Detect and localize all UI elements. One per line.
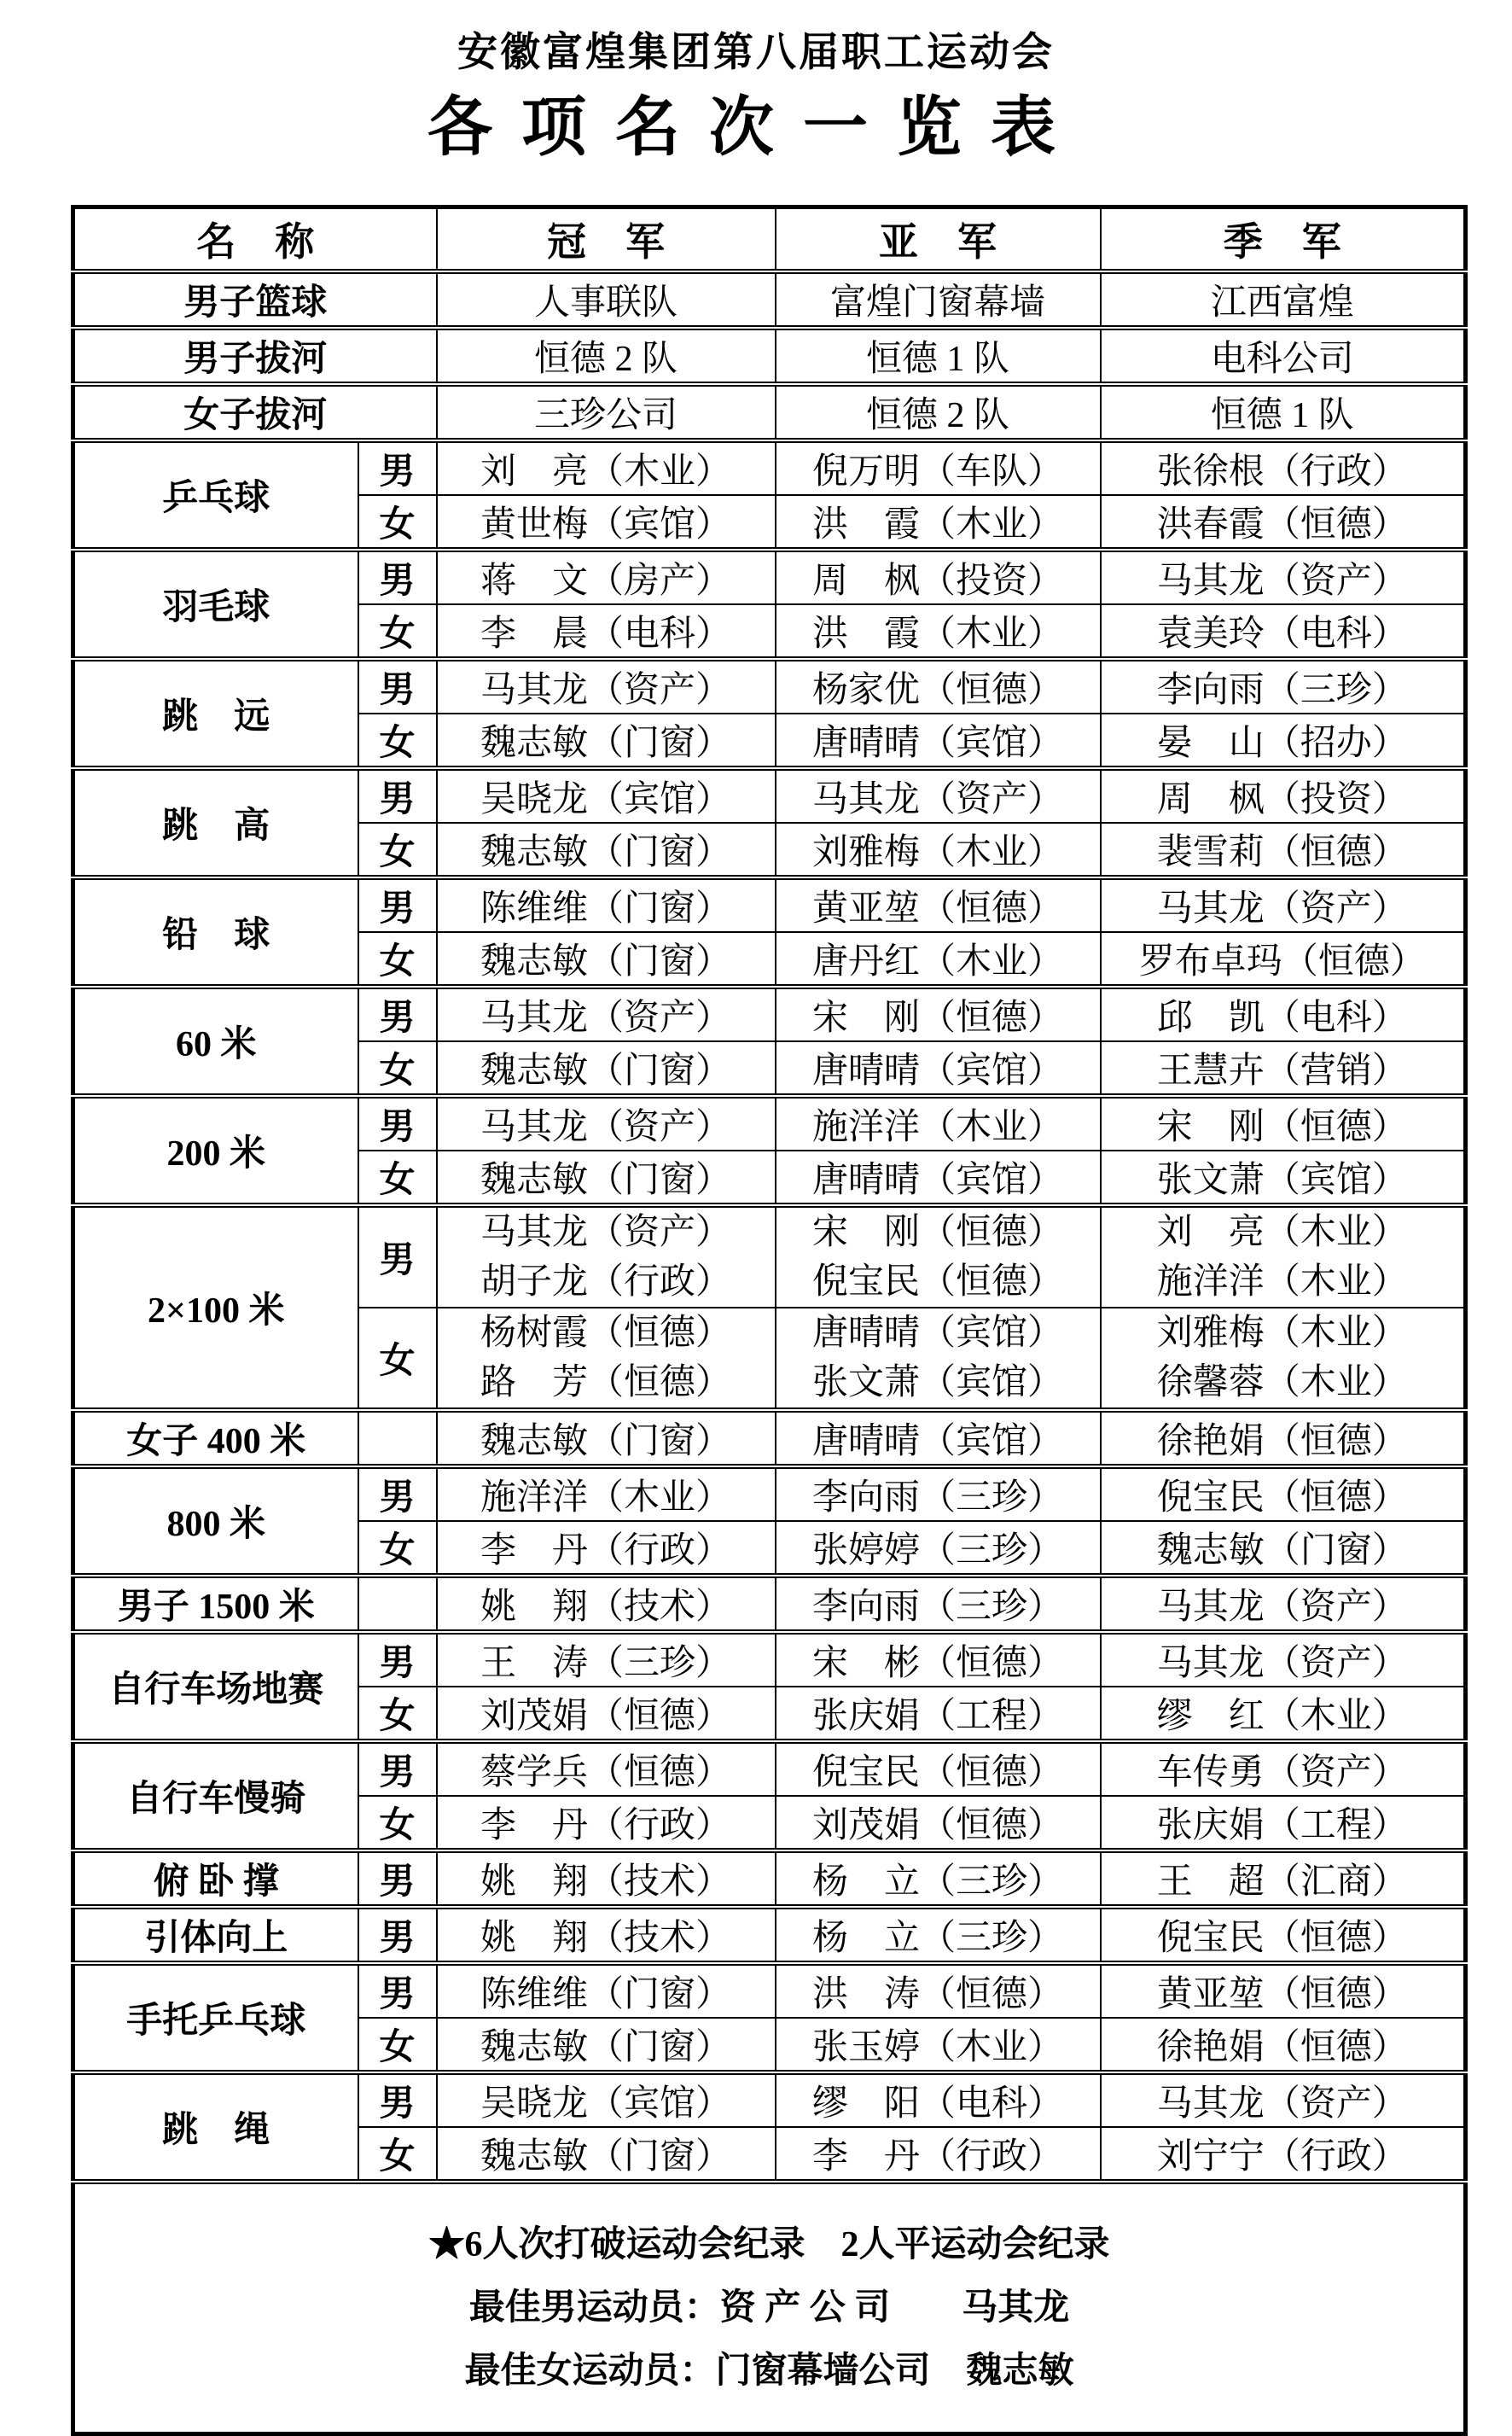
runner-up-cell: 恒德 2 队 [776,384,1101,440]
champion-cell: 李 丹（行政） [437,1521,776,1576]
gender-cell: 男 [358,659,437,714]
champion-cell [437,1205,776,1308]
champion-cell: 魏志敏（门窗） [437,1410,776,1466]
gender-cell: 女 [358,1521,437,1576]
document-title: 安徽富煌集团第八届职工运动会 [457,31,1055,75]
result-line: 胡子龙（行政） [480,1262,731,1302]
gender-cell: 女 [358,1308,437,1410]
third-place-cell: 袁美玲（电科） [1101,604,1466,659]
runner-up-cell: 倪宝民（恒德） [776,1741,1101,1796]
gender-cell: 女 [358,1796,437,1850]
runner-up-cell: 唐晴晴（宾馆） [776,1410,1101,1466]
third-place-cell: 马其龙（资产） [1101,2072,1466,2127]
champion-cell: 李 晨（电科） [437,604,776,659]
runner-up-cell: 唐晴晴（宾馆） [776,1041,1101,1096]
runner-up-cell: 缪 阳（电科） [776,2072,1101,2127]
champion-cell [437,1308,776,1410]
champion-cell: 恒德 2 队 [437,328,776,384]
event-name-cell: 800 米 [73,1466,358,1576]
table-row [73,1096,1466,1151]
gender-cell: 女 [358,714,437,768]
runner-up-cell: 洪 霞（木业） [776,604,1101,659]
gender-cell: 男 [358,1205,437,1308]
gender-cell: 女 [358,2127,437,2182]
table-row [73,877,1466,932]
table-row [73,1205,1466,1308]
runner-up-cell: 李 丹（行政） [776,2127,1101,2182]
third-place-cell: 倪宝民（恒德） [1101,1466,1466,1521]
gender-cell-empty [358,1410,437,1466]
results-table-body [73,271,1466,2182]
table-row [73,1907,1466,1963]
champion-cell: 蒋 文（房产） [437,550,776,604]
event-name-cell: 跳 远 [73,659,358,768]
event-name-cell: 男子 1500 米 [73,1576,358,1632]
result-line: 马其龙（资产） [480,1212,731,1252]
gender-cell: 男 [358,877,437,932]
champion-cell: 吴晓龙（宾馆） [437,2072,776,2127]
result-line: 施洋洋（木业） [1156,1262,1408,1302]
gender-cell: 男 [358,550,437,604]
table-row [73,768,1466,823]
table-row [73,659,1466,714]
result-line: 倪宝民（恒德） [811,1262,1063,1302]
runner-up-cell: 唐丹红（木业） [776,932,1101,987]
table-row [73,1963,1466,2018]
third-place-cell: 张文萧（宾馆） [1101,1151,1466,1205]
runner-up-cell: 杨 立（三珍） [776,1907,1101,1963]
event-name-cell: 乒乓球 [73,440,358,550]
champion-cell: 人事联队 [437,271,776,328]
gender-cell: 男 [358,1907,437,1963]
third-place-cell: 徐艳娟（恒德） [1101,1410,1466,1466]
third-place-cell: 马其龙（资产） [1101,1576,1466,1632]
runner-up-cell: 张婷婷（三珍） [776,1521,1101,1576]
third-place-cell [1101,1205,1466,1308]
third-place-cell: 江西富煌 [1101,271,1466,328]
runner-up-cell: 周 枫（投资） [776,550,1101,604]
gender-cell: 男 [358,768,437,823]
table-header-row [73,207,1466,271]
event-name-cell: 引体向上 [73,1907,358,1963]
third-place-cell: 周 枫（投资） [1101,768,1466,823]
gender-cell: 男 [358,1466,437,1521]
gender-cell: 女 [358,604,437,659]
third-place-cell: 罗布卓玛（恒德） [1101,932,1466,987]
runner-up-cell: 倪万明（车队） [776,440,1101,495]
result-line: 宋 刚（恒德） [811,1212,1063,1252]
gender-cell: 女 [358,1687,437,1741]
table-row [73,1466,1466,1521]
runner-up-cell: 杨 立（三珍） [776,1850,1101,1907]
gender-cell: 女 [358,2018,437,2072]
event-name-cell: 俯 卧 撑 [73,1850,358,1907]
champion-cell: 施洋洋（木业） [437,1466,776,1521]
third-place-cell: 马其龙（资产） [1101,877,1466,932]
gender-cell: 女 [358,495,437,550]
third-place-cell: 马其龙（资产） [1101,1632,1466,1687]
footer-row [73,2182,1466,2434]
table-row [73,550,1466,604]
result-line: 刘 亮（木业） [1156,1212,1408,1252]
third-place-cell: 李向雨（三珍） [1101,659,1466,714]
third-place-cell: 张徐根（行政） [1101,440,1466,495]
event-name-cell: 男子拔河 [73,328,437,384]
third-place-cell: 电科公司 [1101,328,1466,384]
third-place-cell: 魏志敏（门窗） [1101,1521,1466,1576]
footer-note-records: ★6人次打破运动会纪录 2人平运动会纪录 [428,2224,1110,2264]
event-name-cell: 跳 高 [73,768,358,877]
gender-cell: 男 [358,1850,437,1907]
champion-cell: 吴晓龙（宾馆） [437,768,776,823]
champion-cell: 陈维维（门窗） [437,1963,776,2018]
champion-cell: 王 涛（三珍） [437,1632,776,1687]
third-place-cell: 宋 刚（恒德） [1101,1096,1466,1151]
runner-up-cell: 洪 霞（木业） [776,495,1101,550]
third-place-cell: 晏 山（招办） [1101,714,1466,768]
runner-up-cell: 马其龙（资产） [776,768,1101,823]
table-row [73,328,1466,384]
runner-up-cell: 刘茂娟（恒德） [776,1796,1101,1850]
table-row [73,1850,1466,1907]
champion-cell: 姚 翔（技术） [437,1907,776,1963]
third-place-cell: 裴雪莉（恒德） [1101,823,1466,877]
third-place-cell: 洪春霞（恒德） [1101,495,1466,550]
third-place-cell: 刘宁宁（行政） [1101,2127,1466,2182]
gender-cell: 男 [358,987,437,1041]
gender-cell: 女 [358,1041,437,1096]
result-line: 徐馨蓉（木业） [1156,1362,1408,1402]
champion-cell: 马其龙（资产） [437,659,776,714]
third-place-cell: 王 超（汇商） [1101,1850,1466,1907]
document-subtitle: 各项名次一览表 [427,91,1085,164]
gender-cell: 男 [358,440,437,495]
header-runner-up-cell: 亚 军 [776,207,1101,271]
runner-up-cell: 张庆娟（工程） [776,1687,1101,1741]
third-place-cell: 邱 凯（电科） [1101,987,1466,1041]
table-row [73,384,1466,440]
champion-cell: 魏志敏（门窗） [437,714,776,768]
footer-cell [73,2182,1466,2434]
champion-cell: 魏志敏（门窗） [437,1041,776,1096]
third-place-cell: 车传勇（资产） [1101,1741,1466,1796]
runner-up-cell: 宋 彬（恒德） [776,1632,1101,1687]
third-place-cell: 徐艳娟（恒德） [1101,2018,1466,2072]
runner-up-cell: 李向雨（三珍） [776,1576,1101,1632]
event-name-cell: 手托乒乓球 [73,1963,358,2072]
third-place-cell [1101,1308,1466,1410]
runner-up-cell: 杨家优（恒德） [776,659,1101,714]
champion-cell: 刘 亮（木业） [437,440,776,495]
gender-cell: 男 [358,1632,437,1687]
champion-cell: 马其龙（资产） [437,1096,776,1151]
event-name-cell: 跳 绳 [73,2072,358,2182]
table-row [73,987,1466,1041]
third-place-cell: 张庆娟（工程） [1101,1796,1466,1850]
third-place-cell: 倪宝民（恒德） [1101,1907,1466,1963]
runner-up-cell [776,1205,1101,1308]
result-line: 刘雅梅（木业） [1156,1313,1408,1353]
gender-cell: 女 [358,1151,437,1205]
result-line: 唐晴晴（宾馆） [811,1313,1063,1353]
header-third-cell: 季 军 [1101,207,1466,271]
third-place-cell: 恒德 1 队 [1101,384,1466,440]
gender-cell: 男 [358,1741,437,1796]
champion-cell: 姚 翔（技术） [437,1850,776,1907]
footer-best-female: 最佳女运动员：门窗幕墙公司 魏志敏 [464,2351,1074,2391]
champion-cell: 刘茂娟（恒德） [437,1687,776,1741]
event-name-cell: 2×100 米 [73,1205,358,1410]
event-name-cell: 女子 400 米 [73,1410,358,1466]
table-row [73,1632,1466,1687]
table-row [73,440,1466,495]
header-name-cell: 名 称 [73,207,437,271]
third-place-cell: 王慧卉（营销） [1101,1041,1466,1096]
header-champion-cell: 冠 军 [437,207,776,271]
champion-cell: 陈维维（门窗） [437,877,776,932]
champion-cell: 魏志敏（门窗） [437,932,776,987]
champion-cell: 黄世梅（宾馆） [437,495,776,550]
table-row [73,1410,1466,1466]
table-row [73,1741,1466,1796]
runner-up-cell: 宋 刚（恒德） [776,987,1101,1041]
champion-cell: 蔡学兵（恒德） [437,1741,776,1796]
table-row [73,1576,1466,1632]
gender-cell: 男 [358,1096,437,1151]
third-place-cell: 黄亚堃（恒德） [1101,1963,1466,2018]
event-name-cell: 铅 球 [73,877,358,987]
runner-up-cell: 唐晴晴（宾馆） [776,1151,1101,1205]
champion-cell: 魏志敏（门窗） [437,2127,776,2182]
event-name-cell: 男子篮球 [73,271,437,328]
champion-cell: 李 丹（行政） [437,1796,776,1850]
result-line: 杨树霞（恒德） [480,1313,731,1353]
champion-cell: 马其龙（资产） [437,987,776,1041]
gender-cell: 女 [358,823,437,877]
runner-up-cell: 恒德 1 队 [776,328,1101,384]
gender-cell: 女 [358,932,437,987]
runner-up-cell: 刘雅梅（木业） [776,823,1101,877]
champion-cell: 三珍公司 [437,384,776,440]
runner-up-cell: 富煌门窗幕墙 [776,271,1101,328]
event-name-cell: 200 米 [73,1096,358,1205]
gender-cell-empty [358,1576,437,1632]
runner-up-cell: 黄亚堃（恒德） [776,877,1101,932]
runner-up-cell: 洪 涛（恒德） [776,1963,1101,2018]
event-name-cell: 自行车慢骑 [73,1741,358,1850]
runner-up-cell: 李向雨（三珍） [776,1466,1101,1521]
table-row [73,2072,1466,2127]
champion-cell: 魏志敏（门窗） [437,1151,776,1205]
event-name-cell: 60 米 [73,987,358,1096]
result-line: 张文萧（宾馆） [811,1362,1063,1402]
results-table [71,205,1468,2436]
event-name-cell: 羽毛球 [73,550,358,659]
table-row [73,271,1466,328]
runner-up-cell: 唐晴晴（宾馆） [776,714,1101,768]
third-place-cell: 马其龙（资产） [1101,550,1466,604]
runner-up-cell: 施洋洋（木业） [776,1096,1101,1151]
champion-cell: 姚 翔（技术） [437,1576,776,1632]
event-name-cell: 女子拔河 [73,384,437,440]
champion-cell: 魏志敏（门窗） [437,2018,776,2072]
event-name-cell: 自行车场地赛 [73,1632,358,1741]
gender-cell: 男 [358,2072,437,2127]
runner-up-cell: 张玉婷（木业） [776,2018,1101,2072]
result-line: 路 芳（恒德） [480,1362,731,1402]
runner-up-cell [776,1308,1101,1410]
footer-best-male: 最佳男运动员：资 产 公 司 马其龙 [468,2287,1070,2328]
third-place-cell: 缪 红（木业） [1101,1687,1466,1741]
gender-cell: 男 [358,1963,437,2018]
champion-cell: 魏志敏（门窗） [437,823,776,877]
